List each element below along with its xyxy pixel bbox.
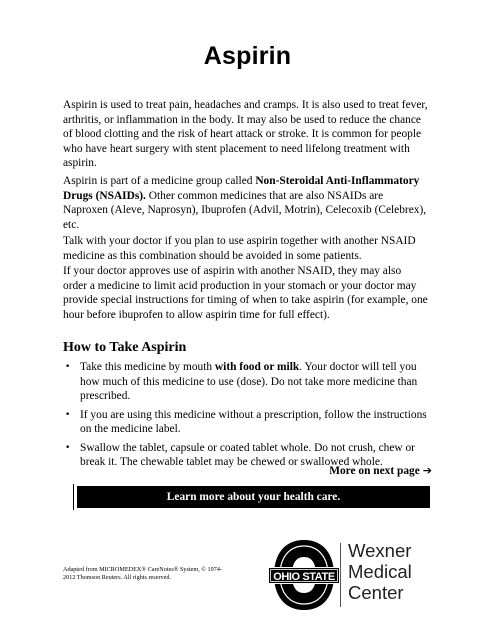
wexner-medical-center-wordmark [348,540,412,603]
list-item [63,408,433,437]
instruction-list [63,360,433,474]
nsaid-term: Non-Steroidal Anti-Inflammatory Drugs (NSAIDs). [63,175,420,202]
bullet-3-text: Swallow the tablet, capsule or coated tablet whole. Do not crush, chew or break it. The chewable tablet may be chewed or swallowed whole. [80,441,415,468]
list-item [63,360,433,404]
more-label: More on next page [329,465,420,477]
bullet-icon: • [65,362,71,372]
bullet-1-rest: . Your doctor will tell you how much of this medicine to use (dose). Do not take more medicine than prescribed. [80,361,418,402]
page-title: Aspirin [203,42,292,70]
source-credit: Adapted from MICROMEDEX® CareNotes® System, © 1974-2012 Thomson Reuters. All rights reserved. [63,566,222,581]
banner-divider [73,484,74,510]
wordmark-line-3: Center [348,582,404,603]
bullet-1-emphasis: with food or milk [214,361,300,373]
nsaid-paragraph-rest: Other common medicines that are also NSAIDs are Naproxen (Aleve, Naprosyn), Ibuprofen (Advil, Motrin), Celecoxib (Celebrex), etc. [63,189,427,231]
nsaid-paragraph-lead: Aspirin is part of a medicine group called [63,175,256,187]
nsaid-paragraph [63,174,428,232]
talk-doctor-paragraph: Talk with your doctor if you plan to use aspirin together with another NSAID medicine as this combination should be avoided in some patients. [63,235,416,262]
bullet-icon: • [65,409,71,420]
wordmark-line-2: Medical [348,561,412,582]
arrow-right-icon: ➔ [422,464,432,477]
bullet-1-lead: Take this medicine by mouth [80,361,215,373]
learn-more-banner [77,486,430,508]
wordmark-line-1: Wexner [348,540,412,561]
bullet-icon: • [65,442,71,453]
section-heading: How to Take Aspirin [63,340,187,355]
logo-divider [340,543,341,607]
more-on-next-page-link[interactable] [329,464,432,477]
ohio-state-lettering: OHIO STATE [273,571,335,583]
intro-paragraph: Aspirin is used to treat pain, headaches and cramps. It is also used to treat fever, arthritis, or inflammation in the body. It may also be used to reduce the chance of blood clotting and the risk of heart attack or stroke. It is common for people who have heart surgery with stent placement to need lifelong treatment with aspirin. [63,99,428,169]
banner-label: Learn more about your health care. [166,491,341,503]
ohio-state-logo-icon [268,537,340,615]
bullet-2-text: If you are using this medicine without a prescription, follow the instructions on the medicine label. [80,408,427,435]
approval-paragraph: If your doctor approves use of aspirin with another NSAID, they may also order a medicine to limit acid production in your stomach or your doctor may provide special instructions for timing of when to take aspirin (for example, one hour before ibuprofen to allow aspirin time for full effect). [63,265,428,321]
